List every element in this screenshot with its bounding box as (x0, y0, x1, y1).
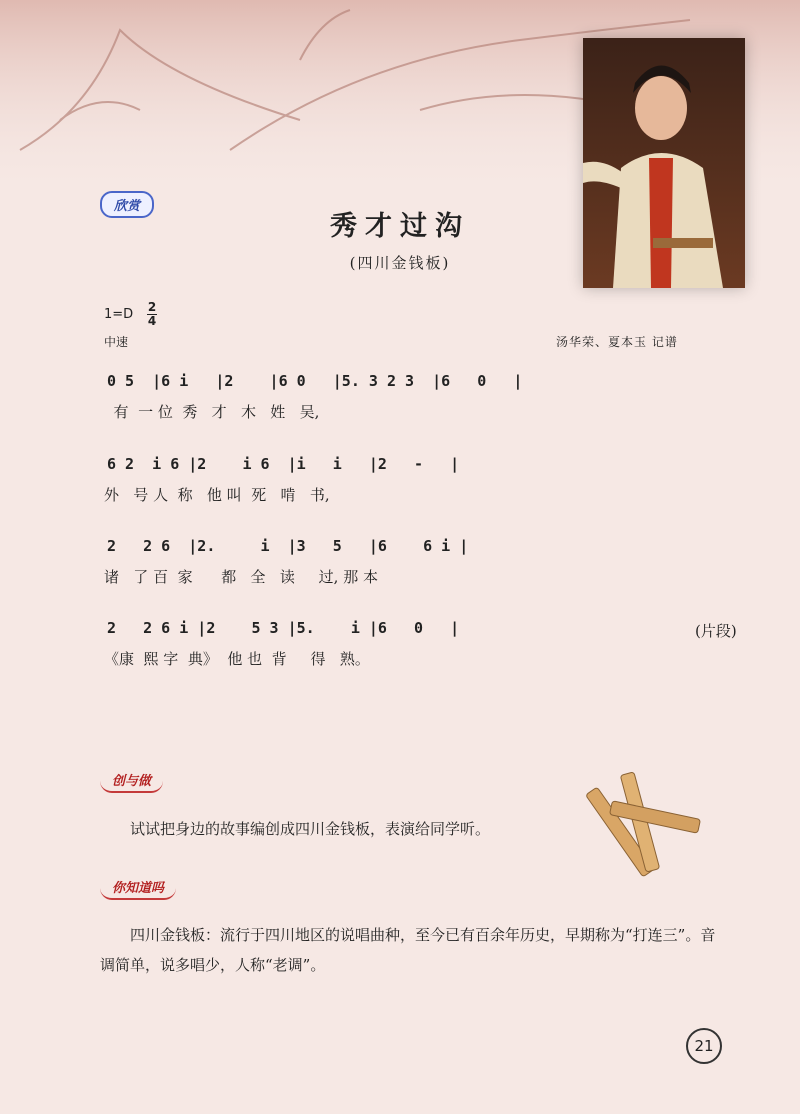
song-title: 秀才过沟 (330, 211, 470, 242)
appreciate-badge: 欣赏 (100, 191, 154, 218)
score-line-4-lyrics: 《康 熙 字 典》 他 也 背 得 熟。 (104, 650, 370, 668)
score-line-3-notes: 2 2 6 |2. i |3 5 |6 6 i | (107, 537, 469, 555)
score-line-2-notes: 6 2 i 6 |2 i 6 |i i |2 - | (107, 455, 460, 473)
know-badge: 你知道吗 (100, 875, 176, 900)
score-line-2-lyrics: 外 号 人 称 他 叫 死 啃 书, (104, 486, 330, 504)
create-text: 试试把身边的故事编创成四川金钱板，表演给同学听。 (130, 820, 491, 838)
know-text: 四川金钱板：流行于四川地区的说唱曲种，至今已有百余年历史，早期称为“打连三”。音调简单，说多唱少，人称“老调”。 (100, 926, 716, 974)
song-subtitle: (四川金钱板) (349, 254, 451, 272)
score-line-3-lyrics: 诸 了 百 家 都 全 读 过, 那 本 (104, 568, 378, 586)
bamboo-clappers-illustration (560, 770, 710, 900)
time-signature-top: 2 (147, 300, 157, 314)
time-signature (147, 301, 157, 328)
key-signature: 1=D (104, 307, 134, 322)
tempo-marking: 中速 (104, 335, 129, 349)
performer-photo (583, 38, 745, 288)
create-badge: 创与做 (100, 768, 163, 793)
score-line-1-notes: 0 5 |6 i |2 |6 0 |5. 3 2 3 |6 0 | (107, 372, 523, 390)
page-number: 21 (686, 1028, 722, 1064)
score-line-1-lyrics: 有 一 位 秀 才 木 姓 吴, (104, 403, 320, 421)
time-signature-bottom: 4 (147, 314, 157, 328)
score-line-4-notes: 2 2 6 i |2 5 3 |5. i |6 0 | (107, 619, 460, 637)
fragment-label: (片段) (695, 622, 737, 640)
transcriber-credit: 汤华荣、夏本玉 记谱 (556, 335, 678, 349)
